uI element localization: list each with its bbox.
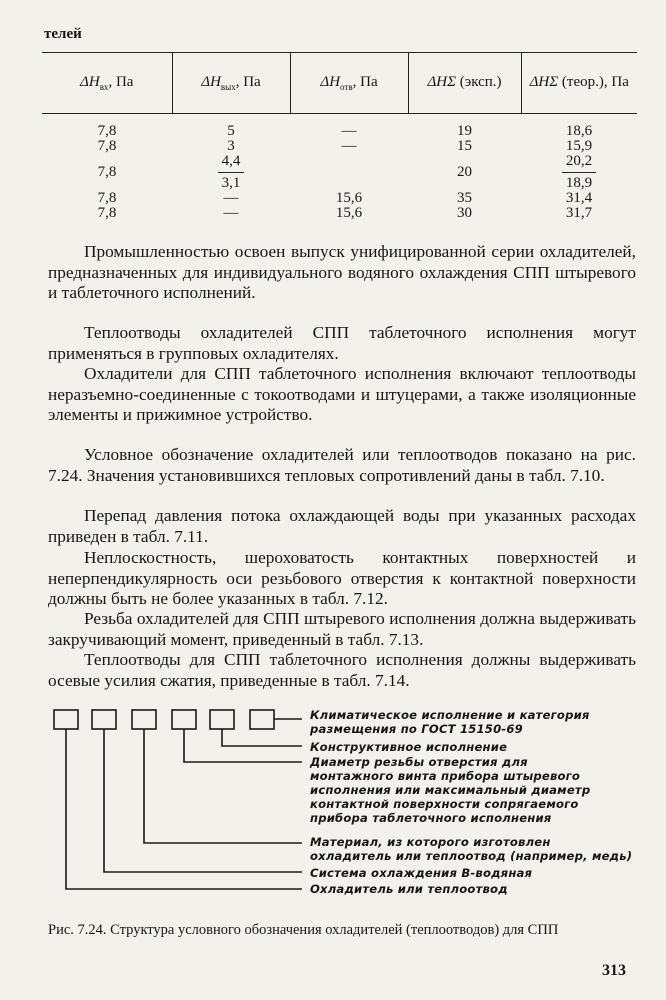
label-climatic: Климатическое исполнение и категория размещения по ГОСТ 15150-69: [310, 708, 590, 736]
table-header-cell: $\Delta H_{вх}$, Па: [42, 53, 172, 114]
figure-caption: Рис. 7.24. Структура условного обозначения охладителей (теплоотводов) для СПП: [48, 922, 559, 938]
table-cell: 30: [457, 205, 472, 221]
paragraph: Условное обозначение охладителей или теплоотводов показано на рис. 7.24. Значения установившихся тепловых сопротивлений даны в табл. 7.10.: [48, 445, 636, 485]
table-cell: —: [341, 123, 357, 139]
table-cell: —: [223, 205, 239, 221]
table-cell: 31,7: [565, 205, 593, 221]
table-cell: 7,8: [97, 164, 117, 180]
table-cell: 3: [227, 138, 235, 154]
table-cell: $\frac{4,4}{3,1}$: [172, 154, 290, 191]
table-cell: 7,8: [97, 190, 117, 206]
table-header-cell: $\Delta H_{отв}$, Па: [290, 53, 408, 114]
table-cell: $\frac{20,2}{18,9}$: [521, 154, 637, 191]
label-cooler: Охладитель или теплоотвод: [310, 882, 508, 896]
code-box-5: [210, 710, 234, 729]
table-header-cell: $\Delta H_{вых}$, Па: [172, 53, 290, 114]
paragraph: Неплоскостность, шероховатость контактных поверхностей и неперпендикулярность оси резьбового отверстия к контактной поверхности должны быть не более указанных в табл. 7.12.: [48, 548, 636, 608]
leader-line-2: [222, 729, 302, 746]
code-box-3: [132, 710, 156, 729]
table-cell: —: [341, 138, 357, 154]
page-number: 313: [602, 962, 626, 979]
label-cooling: Система охлаждения В-водяная: [310, 866, 533, 880]
table-cell: 7,8: [97, 205, 117, 221]
leader-line-5: [104, 729, 302, 872]
table-cell: 35: [457, 190, 472, 206]
table-cell: 5: [227, 123, 235, 139]
paragraph: Охладители для СПП таблеточного исполнения включают теплоотводы неразъемно-соединенные с токоотводами и штуцерами, а также изоляционные элементы и прижимное устройство.: [48, 364, 636, 424]
table-cell: 31,4: [565, 190, 593, 206]
table-cell: 18,6: [565, 123, 593, 139]
paragraph: Перепад давления потока охлаждающей воды при указанных расходах приведен в табл. 7.11.: [48, 506, 636, 546]
label-material: Материал, из которого изготовлен охладитель или теплоотвод (например, медь): [310, 835, 633, 863]
table-cell: 15,9: [565, 138, 593, 154]
paragraph: Теплоотводы охладителей СПП таблеточного исполнения могут применяться в групповых охладителях.: [48, 323, 636, 363]
table-cell: 19: [457, 123, 472, 139]
label-design: Конструктивное исполнение: [310, 740, 508, 754]
table-cell: 7,8: [97, 123, 117, 139]
table-header-cell: ΔHΣ (теор.), Па: [521, 53, 637, 114]
page-header-fragment: телей: [44, 26, 82, 42]
table-cell: 15: [457, 138, 472, 154]
table-cell: 7,8: [97, 138, 117, 154]
label-thread: Диаметр резьбы отверстия для монтажного винта прибора штыревого исполнения или максимальный диаметр контактной поверхности сопрягаемого прибора таблеточного исполнения: [310, 755, 591, 825]
paragraph: Теплоотводы для СПП таблеточного исполнения должны выдерживать осевые усилия сжатия, приведенные в табл. 7.14.: [48, 650, 636, 690]
code-box-6: [250, 710, 274, 729]
table-cell: 20: [457, 164, 472, 180]
code-box-1: [54, 710, 78, 729]
paragraph: Промышленностью освоен выпуск унифицированной серии охладителей, предназначенных для индивидуального водяного охлаждения СПП штыревого и таблеточного исполнений.: [48, 242, 636, 302]
table-cell: —: [223, 190, 239, 206]
table-header-cell: ΔHΣ (эксп.): [408, 53, 521, 114]
code-box-2: [92, 710, 116, 729]
paragraph: Резьба охладителей для СПП штыревого исполнения должна выдерживать закручивающий момент, приведенный в табл. 7.13.: [48, 609, 636, 649]
table-cell: 15,6: [335, 190, 363, 206]
table-cell: 15,6: [335, 205, 363, 221]
code-box-4: [172, 710, 196, 729]
